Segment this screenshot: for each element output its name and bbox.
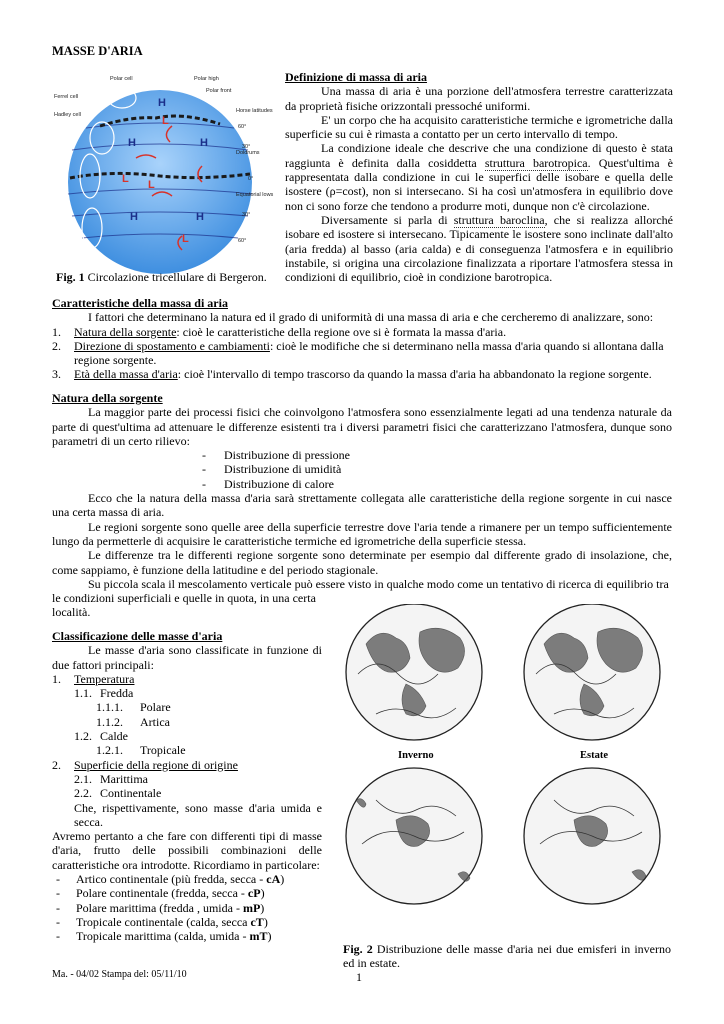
list-item: - Polare marittima (fredda , umida - mP)	[56, 900, 265, 915]
label-ferrel-cell: Ferrel cell	[54, 94, 79, 100]
label-estate: Estate	[580, 750, 608, 761]
classificazione-heading: Classificazione delle masse d'aria	[52, 629, 223, 643]
list-item: - Distribuzione di calore	[202, 476, 334, 491]
label-lat-30s: 30°	[242, 212, 251, 218]
definizione-paragraph: E' un corpo che ha acquisito caratteristiche termiche e igrometriche dalla superficie su cui è rimasta a contatto per un certo intervallo di tempo.	[285, 112, 673, 142]
classificazione-section	[52, 629, 322, 944]
list-item: 1.1. Fredda	[74, 686, 134, 701]
high-marker: H	[130, 211, 138, 223]
list-item: - Tropicale continentale (calda, secca cT)	[56, 914, 268, 929]
definizione-paragraph: Diversamente si parla di struttura baroclina, che si realizza allorché isobare ed isostere si intersecano. Tipicamente le isostere sono inclinate dall'alto (aria fredda) al basso (aria calda) e di conseguenza l'atmosfera e in equilibrio instabile, si origina una circolazione finalizzata a riportare l'atmosfera stessa in condizioni di equilibrio, cioè in condizione barotropica.	[285, 212, 674, 285]
label-inverno: Inverno	[398, 750, 434, 761]
figure-2	[336, 604, 676, 934]
list-item: 2. Superficie della regione di origine	[52, 757, 238, 772]
figure-1-caption-text: Circolazione tricellulare di Bergeron.	[84, 270, 267, 284]
label-polar-front: Polar front	[206, 88, 232, 94]
list-item: - Polare continentale (fredda, secca - cP)	[56, 886, 265, 901]
high-marker: H	[158, 97, 166, 109]
natura-paragraph: località.	[52, 605, 91, 620]
figure-2-caption-text: Distribuzione delle masse d'aria nei due emisferi in inverno ed in estate.	[343, 942, 671, 971]
list-item: 2. Direzione di spostamento e cambiamenti: cioè le modifiche che si determinano nella massa d'aria quando si allontana dalla regione sorgente.	[52, 338, 664, 368]
air-mass-maps	[336, 604, 676, 934]
label-hadley-cell: Hadley cell	[54, 112, 81, 118]
low-marker: L	[122, 173, 129, 185]
definizione-paragraph: Una massa di aria è una porzione dell'atmosfera terrestre caratterizzata da proprietà fisiche orizzontali pressoché uniformi.	[285, 84, 673, 113]
list-item: 1.1.2. Artica	[96, 714, 170, 729]
caratteristiche-heading: Caratteristiche della massa di aria	[52, 296, 228, 310]
list-item: 1.2. Calde	[74, 729, 128, 744]
label-horse-latitudes: Horse latitudes	[236, 108, 273, 114]
low-marker: L	[148, 179, 155, 191]
document-title: MASSE D'ARIA	[52, 44, 143, 58]
natura-paragraph: Le regioni sorgente sono quelle aree della superficie terrestre dove l'aria tende a rimanere per un tempo sufficientemente lungo da permetterle di acquisire le caratteristiche termiche ed igrometriche della superficie stessa.	[52, 519, 672, 548]
figure-1-caption-label: Fig. 1	[56, 270, 85, 284]
caratteristiche-intro: I fattori che determinano la natura ed il grado di uniformità di una massa di aria e che cercheremo di analizzare, sono:	[88, 310, 654, 325]
natura-bullets	[52, 448, 672, 491]
list-item: 2.2. Continentale	[74, 786, 162, 801]
definizione-section	[285, 70, 673, 284]
natura-paragraph: La maggior parte dei processi fisici che coinvolgono l'atmosfera sono essenzialmente legati ad una tendenza naturale da parte di quest'ultima ad attenuare le differenze esistenti tra i diversi parametri fisici che caratterizzano l'atmosfera, dunque sono parametri di un certo rilievo:	[52, 405, 672, 448]
figure-1	[52, 66, 280, 281]
list-item: 1.2.1. Tropicale	[96, 743, 186, 758]
classificazione-intro: Le masse d'aria sono classificate in funzione di due fattori principali:	[52, 643, 322, 672]
natura-section	[52, 391, 672, 620]
list-item: 2.1. Marittima	[74, 771, 148, 786]
label-doldrums: Doldrums	[236, 150, 260, 156]
list-item: - Tropicale marittima (calda, umida - mT)	[56, 929, 272, 944]
natura-heading: Natura della sorgente	[52, 391, 163, 405]
map-summer-north	[524, 604, 660, 740]
classificazione-paragraph: Avremo pertanto a che fare con differenti tipi di masse d'aria, frutto delle possibili combinazioni delle caratteristiche ora introdotte. Ricordiamo in particolare:	[52, 829, 322, 872]
label-lat-0: 0°	[248, 176, 254, 182]
label-polar-cell: Polar cell	[110, 76, 133, 82]
label-lat-60s: 60°	[238, 238, 247, 244]
natura-paragraph: Le differenze tra le differenti regione sorgente sono determinate per esempio dal differente grado di insolazione, che, come sappiamo, è funzione della latitudine e del periodo stagionale.	[52, 548, 672, 577]
natura-paragraph: Su piccola scala il mescolamento verticale può essere visto in qualche modo come un tentativo di ricerca di equilibrio tra	[88, 576, 669, 591]
term-barotropica: struttura barotropica	[484, 155, 588, 170]
high-marker: H	[196, 211, 204, 223]
page-number: 1	[356, 970, 362, 984]
natura-paragraph: Ecco che la natura della massa d'aria sarà strettamente collegata alle caratteristiche della regione sorgente in cui nasce una certa massa di aria.	[52, 491, 672, 520]
list-item: 1.1.1. Polare	[96, 700, 171, 715]
list-item: - Distribuzione di umidità	[202, 462, 342, 477]
bergeron-circulation-diagram	[52, 66, 280, 281]
figure-2-caption-label: Fig. 2	[343, 942, 373, 956]
high-marker: H	[128, 137, 136, 149]
label-lat-30: 30°	[242, 144, 251, 150]
caratteristiche-list	[52, 325, 672, 382]
caratteristiche-section	[52, 296, 672, 382]
definizione-paragraph: La condizione ideale che descrive che una condizione di questo è stata raggiunta è definita dalla cosiddetta struttura barotropica. Quest'ultima è rappresentata dalla condizione in cui le superfici delle isobare e quella delle isostere (ρ=cost), non si intersecano. Si ha così un'atmosfera in equilibrio dove non ci sono forze che tendono a produrre moti, dunque non c'è circolazione.	[285, 141, 673, 213]
low-marker: L	[162, 115, 169, 127]
footer-stamp: Ma. - 04/02 Stampa del: 05/11/10	[52, 969, 187, 980]
figure-2-caption	[343, 942, 671, 971]
air-mass-types	[52, 872, 322, 943]
high-marker: H	[200, 137, 208, 149]
classificazione-paragraph: Che, rispettivamente, sono masse d'aria umida e secca.	[74, 800, 322, 829]
list-item: 1. Temperatura	[52, 671, 135, 686]
list-item: - Distribuzione di pressione	[202, 448, 350, 463]
term-baroclina: struttura baroclina	[453, 212, 545, 227]
low-marker: L	[182, 233, 189, 245]
list-item: 1. Natura della sorgente: cioè le caratteristiche della regione ove si è formata la massa d'aria.	[52, 324, 507, 339]
definizione-heading: Definizione di massa di aria	[285, 70, 428, 84]
list-item: 3. Età della massa d'aria: cioè l'intervallo di tempo trascorso da quando la massa d'aria ha abbandonato la regione sorgente.	[52, 367, 652, 382]
label-equatorial-lows: Equatorial lows	[236, 192, 274, 198]
natura-paragraph: le condizioni superficiali e quelle in quota, in una certa	[52, 591, 316, 606]
label-polar-high: Polar high	[194, 76, 219, 82]
map-winter-north	[346, 604, 482, 740]
figure-1-caption	[56, 270, 286, 284]
label-lat-60: 60°	[238, 124, 247, 130]
list-item: - Artico continentale (più fredda, secca - cA)	[56, 872, 285, 887]
